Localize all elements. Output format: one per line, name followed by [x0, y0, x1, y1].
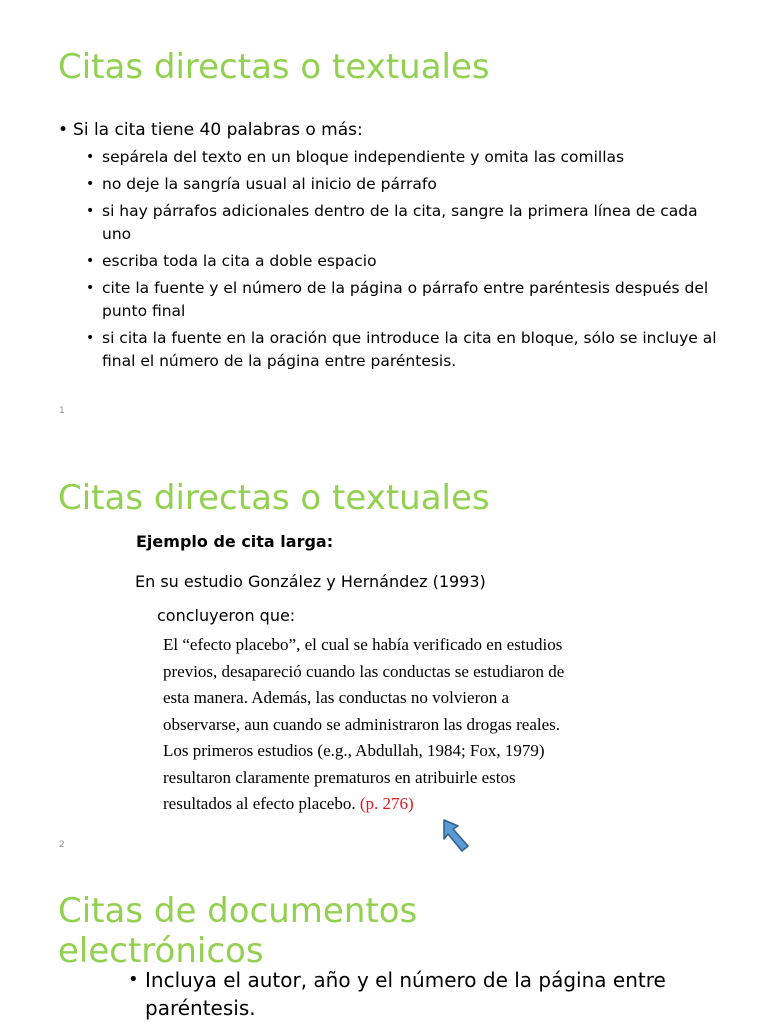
- bullet-icon: •: [86, 203, 95, 219]
- list-item-text: no deje la sangría usual al inicio de párrafo: [102, 175, 437, 193]
- bullet-icon: •: [128, 969, 139, 990]
- list-item: [86, 250, 726, 273]
- page-reference: (p. 276): [359, 794, 414, 813]
- quote-line-last: [163, 791, 643, 818]
- list-item-text: escriba toda la cita a doble espacio: [102, 252, 377, 270]
- bullet-icon: •: [86, 176, 95, 192]
- slide1-title: Citas directas o textuales: [58, 47, 490, 87]
- list-item: [86, 200, 726, 246]
- list-item-text: cite la fuente y el número de la página o párrafo entre paréntesis después del punto final: [102, 279, 709, 320]
- list-item-text: sepárela del texto en un bloque independiente y omita las comillas: [102, 148, 625, 166]
- list-item: [86, 146, 726, 169]
- quote-line: Los primeros estudios (e.g., Abdullah, 1984; Fox, 1979): [163, 741, 545, 760]
- quote-line: esta manera. Además, las conductas no volvieron a: [163, 688, 510, 707]
- list-item-text: si hay párrafos adicionales dentro de la cita, sangre la primera línea de cada uno: [102, 202, 698, 243]
- block-quote: [163, 632, 643, 818]
- slide3-bullet: [128, 966, 688, 1022]
- arrow-up-left-icon: [438, 816, 474, 856]
- bullet-icon: •: [86, 280, 95, 296]
- slide1-main-bullet-text: Si la cita tiene 40 palabras o más:: [73, 120, 363, 140]
- slide2-title: Citas directas o textuales: [58, 478, 490, 518]
- list-item: [86, 173, 726, 196]
- list-item: [86, 277, 726, 323]
- bullet-icon: •: [86, 330, 95, 346]
- quote-line: El “efecto placebo”, el cual se había verificado en estudios: [163, 635, 563, 654]
- quote-last-text: resultados al efecto placebo.: [163, 794, 356, 813]
- quote-line: resultaron claramente prematuros en atribuirle estos: [163, 767, 516, 787]
- list-item-text: si cita la fuente en la oración que introduce la cita en bloque, sólo se incluye al final el número de la página entre paréntesis.: [102, 329, 717, 370]
- slide1-sub-list: [86, 146, 726, 377]
- bullet-icon: •: [86, 149, 95, 165]
- slide1-page-number: 1: [59, 406, 65, 416]
- quote-line: previos, desapareció cuando las conductas se estudiaron de: [163, 661, 565, 681]
- intro-line-2: concluyeron que:: [157, 606, 296, 625]
- bullet-icon: •: [86, 253, 95, 269]
- slide3-title-line1: Citas de documentos: [58, 891, 418, 931]
- slide1-main-bullet: [58, 119, 363, 141]
- bullet-icon: •: [58, 120, 69, 140]
- intro-line-1: En su estudio González y Hernández (1993): [135, 572, 486, 591]
- slide3-title-line2: electrónicos: [58, 931, 264, 971]
- slide2-page-number: 2: [59, 840, 65, 850]
- list-item: [86, 327, 726, 373]
- slide3-bullet-text: Incluya el autor, año y el número de la página entre paréntesis.: [145, 968, 666, 1020]
- quote-line: observarse, aun cuando se administraron las drogas reales.: [163, 714, 561, 734]
- example-label: Ejemplo de cita larga:: [136, 532, 334, 551]
